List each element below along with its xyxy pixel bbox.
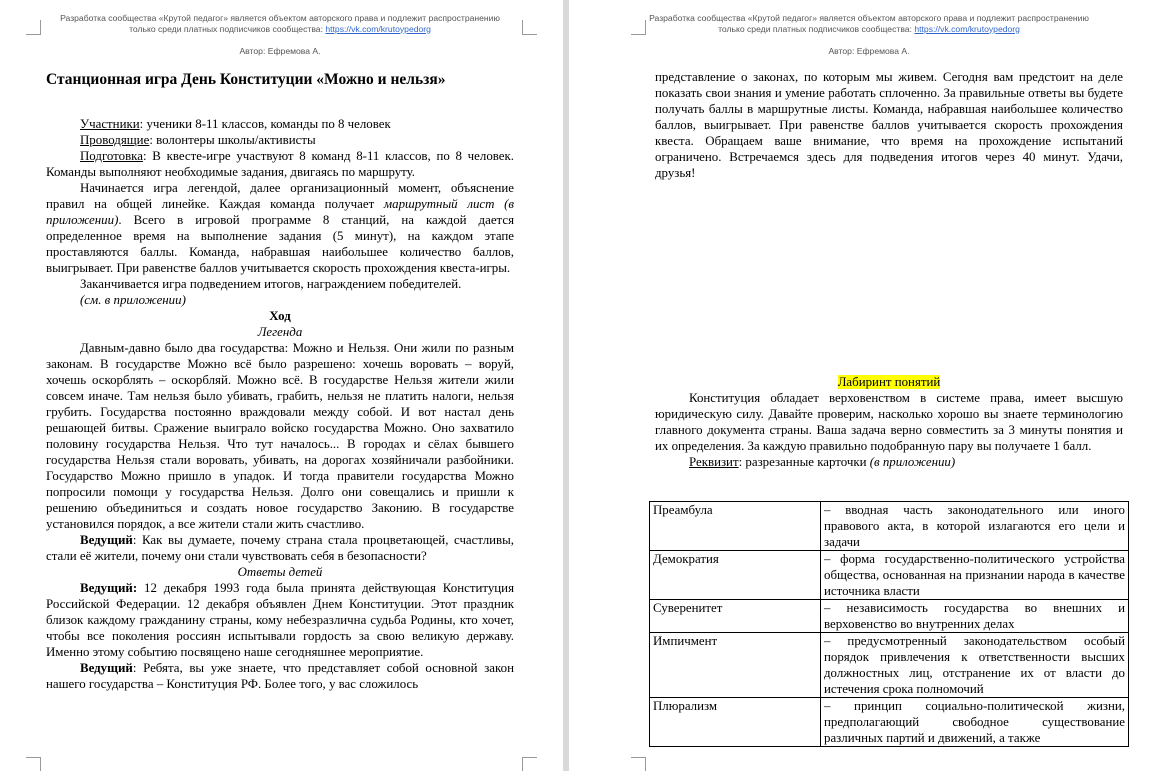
children-answers: Ответы детей [237, 565, 323, 579]
host-question: Ведущий: Как вы думаете, почему страна стала процветающей, счастливы, стали её жители, почему они стали чувствовать себя в безопасности? [46, 533, 514, 563]
table-row [650, 502, 1129, 551]
intro-paragraph: Начинается игра легендой, далее организационный момент, объяснение правил на общей линейке. Каждая команда получает маршрутный лист (в приложении). Всего в игровой программе 8 станций, на каждой дается определенное время на выполнение задания (5 минут), на каждом этапе проставляются баллы. Команда, набравшая наибольшее количество баллов, выигрывает. При равенстве баллов учитывается скорость прохождения квеста-игры. [46, 181, 515, 275]
definition-cell: – предусмотренный законодательством особый порядок привлечения к ответственности высших должностных лиц, отстранение их от власти до истечения срока полномочий [821, 633, 1129, 698]
author-line: Автор: Ефремова А. [828, 46, 910, 56]
crop-mark [26, 20, 41, 35]
term-cell: Демократия [650, 551, 821, 600]
table-row [650, 633, 1129, 698]
continuation-paragraph: представление о законах, по которым мы живем. Сегодня вам предстоит на деле показать свои знания и умение работать сплоченно. За правильные ответы вы будете получать баллы в маршрутные листы. Команда, набравшая наибольшее количество баллов, выигрывает. При равенстве баллов учитывается скорость прохождения квеста. Обращаем ваше внимание, что время на прохождение испытаний ограничено. Встречаемся здесь для подведения итогов через 40 минут. Удачи, друзья! [655, 70, 1123, 180]
header-line: только среди платных подписчиков сообщества: https://vk.com/krutoypedorg [718, 23, 1020, 34]
definition-cell: – вводная часть законодательного или иного правового акта, в которой излагаются его цели и задачи [821, 502, 1129, 551]
right-page-body [655, 69, 1123, 181]
preparation-paragraph: Подготовка: В квесте-игре участвуют 8 команд 8-11 классов, по 8 человек. Команды выполняют необходимые задания, двигаясь по маршруту. [46, 149, 514, 179]
station-paragraph: Конституция обладает верховенством в системе права, имеет высшую юридическую силу. Давайте проверим, насколько хорошо вы знаете терминологию главного документа страны. Ваша задача верно совместить за 3 минуты понятия и их определения. За каждую правильно подобранную пару вы получаете 1 балл. [655, 391, 1123, 453]
document-page-left [0, 0, 563, 771]
hosts-line: Проводящие: волонтеры школы/активисты [80, 133, 316, 147]
host-speech: Ведущий: 12 декабря 1993 года была принята действующая Конституция Российской Федерации. 12 декабря объявлен Днем Конституции. Этот праздник близок каждому гражданину страны, кому небезразлична судьба Родины, кто хочет, чтобы все поколения россиян испытывали гордость за свою великую державу. Именно этому событию посвящено наше сегодняшнее мероприятие. [46, 581, 514, 659]
table-row [650, 698, 1129, 747]
definition-cell: – принцип социально-политической жизни, предполагающий свободное существование различных партий и движений, а также [821, 698, 1129, 747]
community-link[interactable]: https://vk.com/krutoypedorg [325, 23, 431, 34]
legend-paragraph: Давным-давно было два государства: Можно и Нельзя. Они жили по разным законам. В государстве Можно всё было разрешено: хочешь воровать – воруй, хочешь оскорблять – оскорбляй. Можно всё. В государстве Нельзя жители жили совсем иначе. Там нельзя было убивать, грабить, нельзя не платить налоги, нельзя грубить. Государства постоянно враждовали между собой. И вот настал день решающей битвы. Сражение выиграло войско государства Можно. Оно захватило половину государства Нельзя. Что тут началось... В городах и сёлах бывшего государства Нельзя стали воровать, убивать, на дорогах хозяйничали разбойники. Государство Можно пришло в упадок. И тогда правители государства Можно попросили помощи у государства Нельзя. Долго они совещались и пришли к решению объединиться и создать новое государство Законию. В государстве установился порядок, а все жители стали жить счастливо. [46, 341, 514, 531]
station-title: Лабиринт понятий [837, 375, 941, 389]
crop-mark [522, 757, 537, 771]
header-line: Разработка сообщества «Крутой педагог» является объектом авторского права и подлежит распространению [60, 13, 500, 23]
header-line: Разработка сообщества «Крутой педагог» является объектом авторского права и подлежит распространению [649, 13, 1089, 23]
author-line: Автор: Ефремова А. [239, 46, 321, 56]
term-cell: Плюрализм [650, 698, 821, 747]
participants-line: Участники: ученики 8-11 классов, команды по 8 человек [80, 117, 391, 131]
crop-mark [631, 757, 646, 771]
host-speech-2: Ведущий: Ребята, вы уже знаете, что представляет собой основной закон нашего государства – Конституция РФ. Более того, у вас сложилось [46, 661, 514, 691]
page-header [40, 13, 520, 34]
terms-table [649, 501, 1129, 747]
table-row [650, 600, 1129, 633]
document-title: Станционная игра День Конституции «Можно и нельзя» [46, 71, 446, 88]
crop-mark [26, 757, 41, 771]
subsection-heading: Легенда [257, 325, 303, 339]
station-block [655, 374, 1123, 470]
definition-cell: – независимость государства во внешних и верховенство во внутренних делах [821, 600, 1129, 633]
crop-mark [522, 20, 537, 35]
appendix-note: (см. в приложении) [80, 293, 186, 307]
term-cell: Импичмент [650, 633, 821, 698]
section-heading: Ход [269, 309, 291, 323]
header-line: только среди платных подписчиков сообщества: https://vk.com/krutoypedorg [129, 23, 431, 34]
document-page-right [569, 0, 1157, 771]
props-line: Реквизит: разрезанные карточки (в приложении) [689, 455, 956, 469]
page-header [629, 13, 1109, 34]
term-cell: Суверенитет [650, 600, 821, 633]
community-link[interactable]: https://vk.com/krutoypedorg [914, 23, 1020, 34]
term-cell: Преамбула [650, 502, 821, 551]
table-row [650, 551, 1129, 600]
closing-paragraph: Заканчивается игра подведением итогов, награждением победителей. [80, 277, 462, 291]
definition-cell: – форма государственно-политического устройства общества, основанная на признании народа в качестве источника власти [821, 551, 1129, 600]
left-page-body [46, 70, 514, 692]
